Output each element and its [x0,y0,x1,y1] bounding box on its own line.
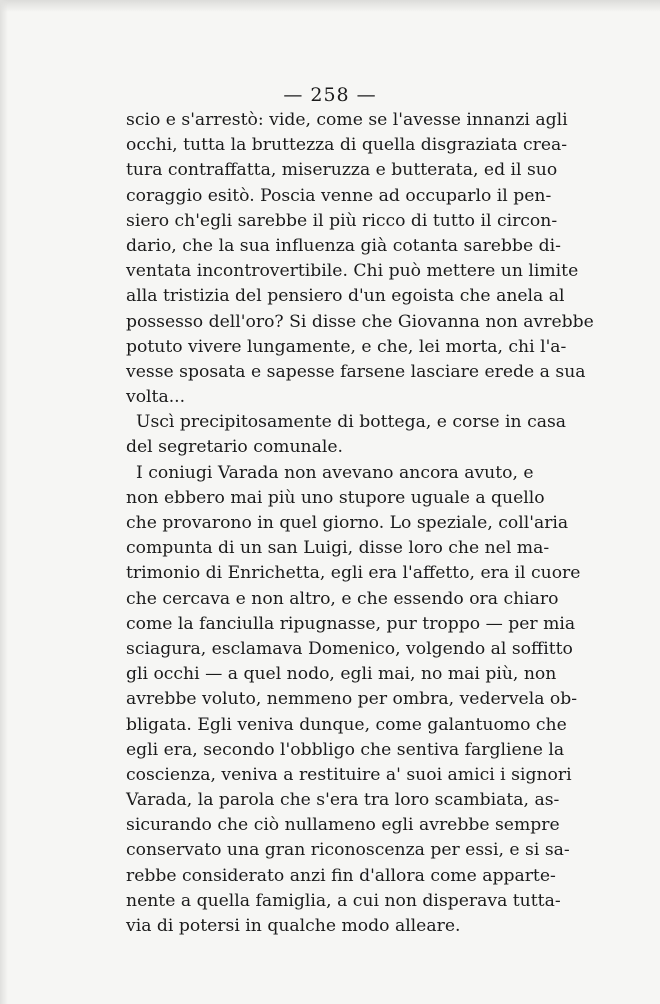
text-line: compunta di un san Luigi, disse loro che nel ma- [126,538,550,559]
body-text [126,108,604,939]
text-line: sciagura, esclamava Domenico, volgendo al soffitto [126,638,573,659]
text-line: dario, che la sua influenza già cotanta sarebbe di- [126,235,561,256]
text-line: scio e s'arrestò: vide, come se l'avesse innanzi agli [126,110,568,130]
text-line: tura contraffatta, miseruzza e butterata, ed il suo [126,160,558,181]
text-line: nente a quella famiglia, a cui non disperava tutta- [126,890,561,911]
text-line: occhi, tutta la bruttezza di quella disgraziata crea- [126,135,568,156]
text-line: del segretario comunale. [126,437,343,458]
paragraph-first-line: Uscì precipitosamente di bottega, e corse in casa [136,412,567,433]
text-line: ventata incontrovertibile. Chi può mettere un limite [126,261,579,282]
text-line: come la fanciulla ripugnasse, pur troppo — per mia [126,613,576,634]
text-line: che provarono in quel giorno. Lo speziale, coll'aria [126,513,569,533]
text-line: non ebbero mai più uno stupore uguale a quello [126,487,545,508]
text-line: egli era, secondo l'obbligo che sentiva fargliene la [126,739,565,760]
text-line: potuto vivere lungamente, e che, lei morta, chi l'a- [126,336,567,357]
page-number-header: — 258 — [283,84,377,106]
text-line: coraggio esitò. Poscia venne ad occuparlo il pen- [126,185,552,206]
text-line: conservato una gran riconoscenza per essi, e si sa- [126,840,570,861]
text-line: vesse sposata e sapesse farsene lasciare erede a sua [126,361,586,382]
text-line: possesso dell'oro? Si disse che Giovanna non avrebbe [126,311,594,332]
text-line: gli occhi — a quel nodo, egli mai, no mai più, non [126,664,557,685]
text-line: rebbe considerato anzi fin d'allora come apparte- [126,865,556,886]
text-line: trimonio di Enrichetta, egli era l'affetto, era il cuore [126,563,581,584]
text-line: Varada, la parola che s'era tra loro scambiata, as- [126,790,560,811]
text-line: che cercava e non altro, e che essendo ora chiaro [126,588,559,609]
text-line: coscienza, veniva a restituire a' suoi amici i signori [126,764,572,785]
text-line: sicurando che ciò nullameno egli avrebbe sempre [126,815,560,836]
text-line: alla tristizia del pensiero d'un egoista che anela al [126,286,565,307]
text-line: bligata. Egli veniva dunque, come galantuomo che [126,714,567,735]
text-line: volta... [126,387,186,408]
paragraph-first-line: I coniugi Varada non avevano ancora avuto, e [136,462,534,483]
text-line: avrebbe voluto, nemmeno per ombra, vedervela ob- [126,689,578,710]
text-line: via di potersi in qualche modo alleare. [126,916,461,936]
text-line: siero ch'egli sarebbe il più ricco di tutto il circon- [126,210,558,231]
